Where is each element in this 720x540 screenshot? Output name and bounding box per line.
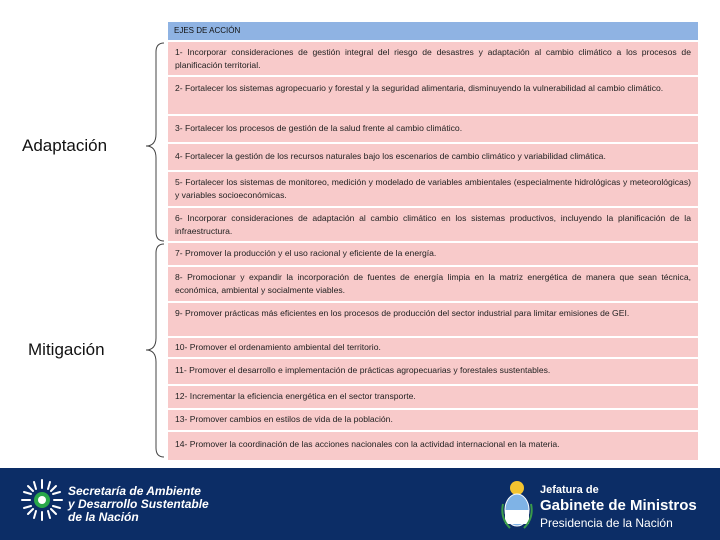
logo-jefatura-line3: Presidencia de la Nación <box>540 516 673 530</box>
header-title: EJES DE ACCIÓN <box>174 26 241 35</box>
action-row-2: 2- Fortalecer los sistemas agropecuario y forestal y la seguridad alimentaria, disminuyendo la vulnerabilidad al cambio climático. <box>168 77 698 114</box>
section-label-adaptacion: Adaptación <box>22 136 108 155</box>
logo-jefatura-line2: Gabinete de Ministros <box>540 497 697 514</box>
sun-logo-icon <box>20 478 64 522</box>
brace-adaptacion-icon <box>140 42 168 242</box>
action-row-9: 9- Promover prácticas más eficientes en los procesos de producción del sector industrial para limitar emisiones de GEI. <box>168 303 698 336</box>
action-row-10: 10- Promover el ordenamiento ambiental del territorio. <box>168 338 698 357</box>
action-row-5: 5- Fortalecer los sistemas de monitoreo, medición y modelado de variables ambientales (especialmente hidrológicas y meteorológicas) y variables socioeconómicas. <box>168 172 698 206</box>
argentina-crest-icon <box>500 478 534 534</box>
action-row-4: 4- Fortalecer la gestión de los recursos naturales bajo los escenarios de cambio climático y variabilidad climática. <box>168 144 698 170</box>
action-row-11: 11- Promover el desarrollo e implementación de prácticas agropecuarias y forestales sustentables. <box>168 359 698 384</box>
action-row-8: 8- Promocionar y expandir la incorporación de fuentes de energía limpia en la matriz energética de manera que sean técnica, económica, ambiental y socialmente viables. <box>168 267 698 301</box>
logo-secretaria-ambiente: Secretaría de Ambiente y Desarrollo Sustentable de la Nación <box>68 484 209 524</box>
action-row-1: 1- Incorporar consideraciones de gestión integral del riesgo de desastres y adaptación al cambio climático a los procesos de planificación territorial. <box>168 42 698 75</box>
action-row-13: 13- Promover cambios en estilos de vida de la población. <box>168 410 698 430</box>
action-row-3: 3- Fortalecer los procesos de gestión de la salud frente al cambio climático. <box>168 116 698 142</box>
action-row-6: 6- Incorporar consideraciones de adaptación al cambio climático en los sistemas productivos, incluyendo la planificación de la infraestructura. <box>168 208 698 241</box>
brace-mitigacion-icon <box>140 243 168 458</box>
action-row-7: 7- Promover la producción y el uso racional y eficiente de la energía. <box>168 243 698 265</box>
section-label-mitigacion: Mitigación <box>28 340 105 359</box>
logo-jefatura-line1: Jefatura de <box>540 484 599 496</box>
action-row-12: 12- Incrementar la eficiencia energética en el sector transporte. <box>168 386 698 408</box>
action-row-14: 14- Promover la coordinación de las acciones nacionales con la actividad internacional en la materia. <box>168 432 698 460</box>
table-header <box>168 22 698 40</box>
